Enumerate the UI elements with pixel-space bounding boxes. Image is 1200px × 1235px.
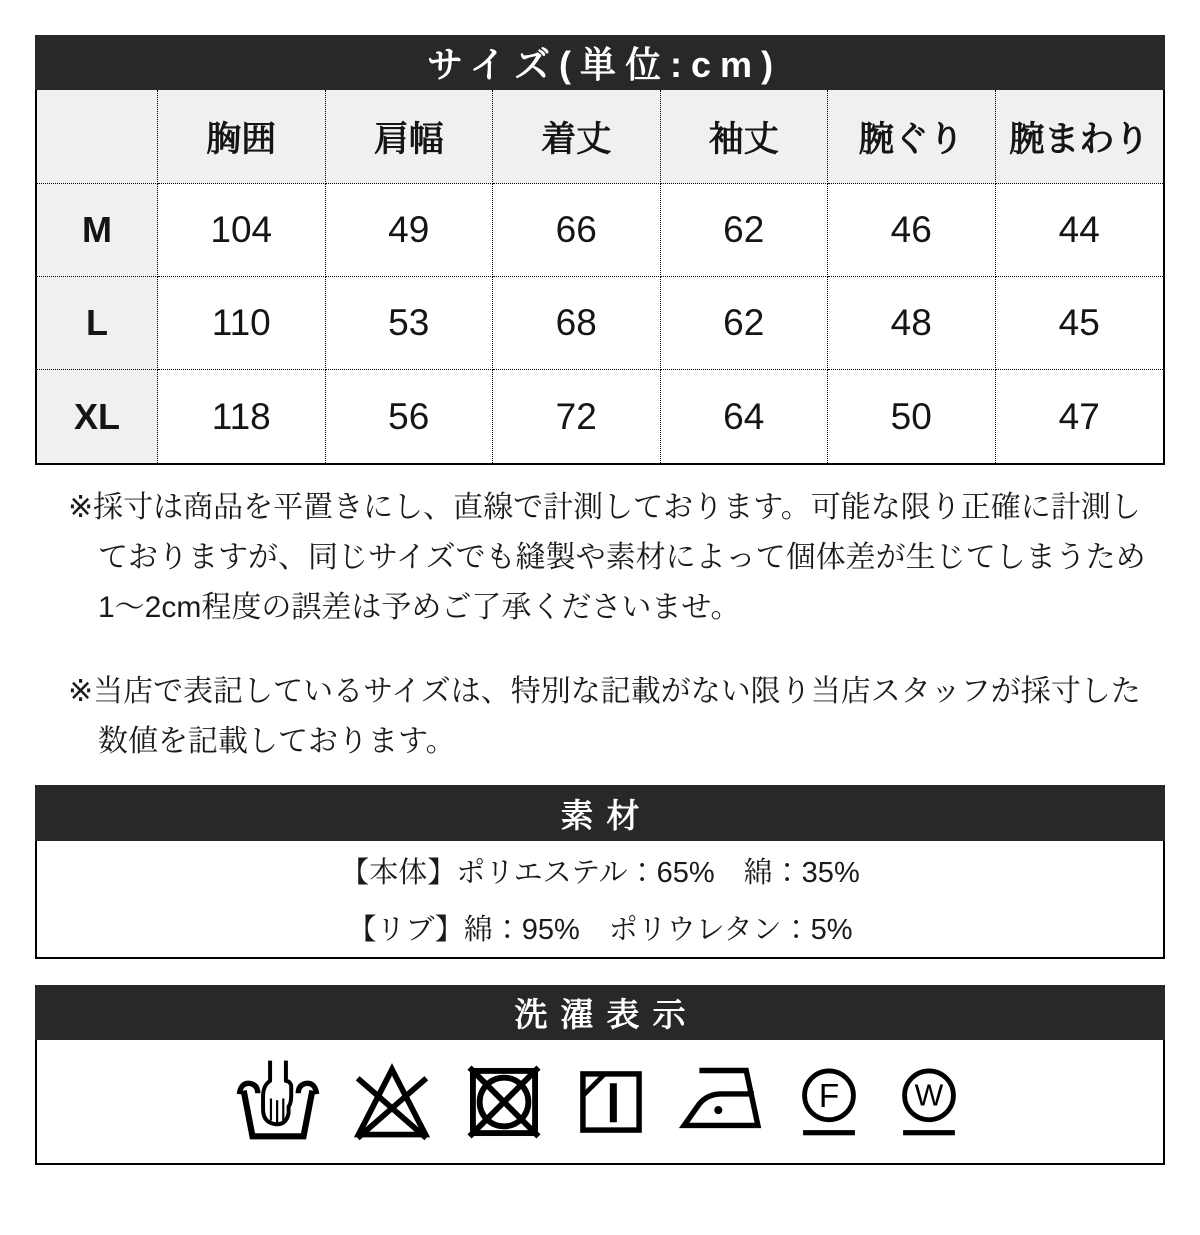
page-content: [35, 35, 1165, 1165]
size-value: 53: [326, 277, 494, 370]
size-value: 104: [158, 184, 326, 277]
size-value: 64: [661, 370, 829, 463]
size-value: 50: [828, 370, 996, 463]
wet-clean-w-icon: [892, 1052, 966, 1152]
note-line: 数値を記載しております。: [98, 725, 456, 758]
sizing-staff-note: [68, 667, 1165, 767]
size-value: 46: [828, 184, 996, 277]
note-line: ※当店で表記しているサイズは、特別な記載がない限り当店スタッフが採寸した: [68, 675, 1141, 708]
size-label: L: [37, 277, 158, 370]
size-table: [35, 90, 1165, 465]
size-value: 62: [661, 277, 829, 370]
size-section-title: サイズ(単位:cm): [35, 35, 1165, 90]
column-header: 肩幅: [326, 90, 494, 184]
column-header: 袖丈: [661, 90, 829, 184]
size-label: XL: [37, 370, 158, 463]
size-value: 72: [493, 370, 661, 463]
size-value: 45: [996, 277, 1164, 370]
size-value: 56: [326, 370, 494, 463]
size-value: 47: [1058, 395, 1100, 437]
material-section-title: 素材: [35, 785, 1165, 841]
material-section: [35, 785, 1165, 959]
dry-clean-letter: F: [818, 1077, 840, 1115]
size-value: 68: [493, 277, 661, 370]
size-value: 44: [996, 184, 1164, 277]
column-header: 着丈: [493, 90, 661, 184]
hand-wash-icon: [234, 1055, 322, 1149]
iron-low-icon: [676, 1055, 766, 1149]
size-value: 118: [158, 370, 326, 463]
size-label: M: [37, 184, 158, 277]
material-line: 【リブ】綿：95% ポリウレタン：5%: [347, 914, 853, 946]
note-line: ※採寸は商品を平置きにし、直線で計測しております。可能な限り正確に計測し: [68, 491, 1141, 524]
laundry-section-title: 洗濯表示: [35, 985, 1165, 1040]
dry-clean-f-icon: [792, 1052, 866, 1152]
column-header: 腕ぐり: [828, 90, 996, 184]
note-line: ておりますが、同じサイズでも縫製や素材によって個体差が生じてしまうため: [98, 541, 1146, 574]
laundry-icons-row: [35, 1040, 1165, 1165]
laundry-section: [35, 985, 1165, 1165]
do-not-bleach-icon: [348, 1055, 436, 1149]
size-value: 48: [828, 277, 996, 370]
material-body: [35, 841, 1165, 959]
wet-clean-letter: W: [914, 1079, 944, 1113]
table-corner-cell: [37, 90, 158, 184]
line-dry-in-shade-icon: [572, 1055, 650, 1149]
do-not-tumble-dry-icon: [462, 1055, 546, 1149]
note-line: 1〜2cm程度の誤差は予めご了承くださいませ。: [98, 591, 741, 624]
column-header: 腕まわり: [996, 90, 1164, 184]
size-value: 62: [661, 184, 829, 277]
column-header: 胸囲: [158, 90, 326, 184]
size-value: 49: [326, 184, 494, 277]
size-value: 110: [158, 277, 326, 370]
size-value: 66: [493, 184, 661, 277]
measurement-note: [68, 483, 1165, 633]
material-line: 【本体】ポリエステル：65% 綿：35%: [340, 857, 860, 889]
